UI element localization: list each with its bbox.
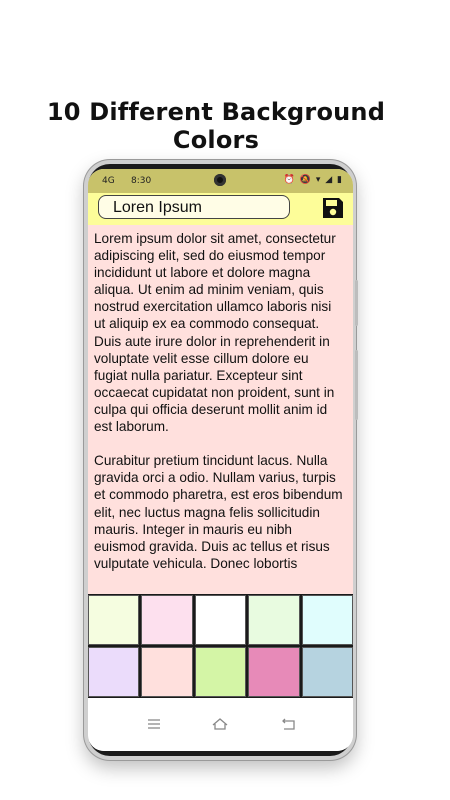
color-swatch[interactable]	[141, 595, 192, 645]
color-swatch[interactable]	[141, 647, 192, 697]
color-swatch[interactable]	[195, 647, 246, 697]
status-bar	[88, 169, 353, 193]
color-swatch[interactable]	[88, 595, 139, 645]
phone-screen	[88, 169, 353, 751]
system-nav-bar	[88, 698, 353, 751]
color-swatch[interactable]	[302, 595, 353, 645]
note-text: Lorem ipsum dolor sit amet, consectetur adipiscing elit, sed do eiusmod tempor incididunt ut labore et dolore magna aliqua. Ut enim ad minim veniam, quis nostrud exercitation ullamco laboris nisi ut aliquip ex ea commodo consequat. Duis aute irure dolor in reprehenderit in voluptate velit esse cillum dolore eu fugiat nulla pariatur. Excepteur sint occaecat cupidatat non proident, sunt in culpa qui officia deserunt mollit anim id est laborum. Curabitur pretium tincidunt lacus. Nulla gravida orci a odio. Nullam varius, turpis et commodo pharetra, est eros bibendum elit, nec luctus magna felis sollicitudin mauris. Integer in mauris eu nibh euismod gravida. Duis ac tellus et risus vulputate vehicula. Donec lobortis	[94, 231, 343, 571]
floppy-disk-icon	[321, 196, 345, 220]
status-time: 8:30	[131, 176, 152, 186]
front-camera-icon	[214, 174, 226, 186]
color-swatch[interactable]	[88, 647, 139, 697]
menu-icon[interactable]	[146, 716, 162, 732]
note-toolbar	[88, 193, 353, 225]
color-swatch[interactable]	[195, 595, 246, 645]
home-icon[interactable]	[212, 716, 228, 732]
color-swatch[interactable]	[248, 647, 299, 697]
phone-side-button	[355, 280, 358, 326]
phone-side-button	[355, 350, 358, 420]
save-button[interactable]	[321, 196, 345, 220]
status-icons: ⏰ 🔕 ▾ ◢ ▮	[283, 175, 343, 185]
color-swatch[interactable]	[248, 595, 299, 645]
color-palette	[88, 594, 353, 698]
color-swatch[interactable]	[302, 647, 353, 697]
note-title-input[interactable]: Loren Ipsum	[98, 195, 290, 219]
note-body[interactable]	[88, 225, 353, 594]
signal-indicator: 4G	[102, 176, 115, 186]
promo-headline: 10 Different Background Colors	[46, 98, 386, 154]
back-icon[interactable]	[281, 716, 297, 732]
